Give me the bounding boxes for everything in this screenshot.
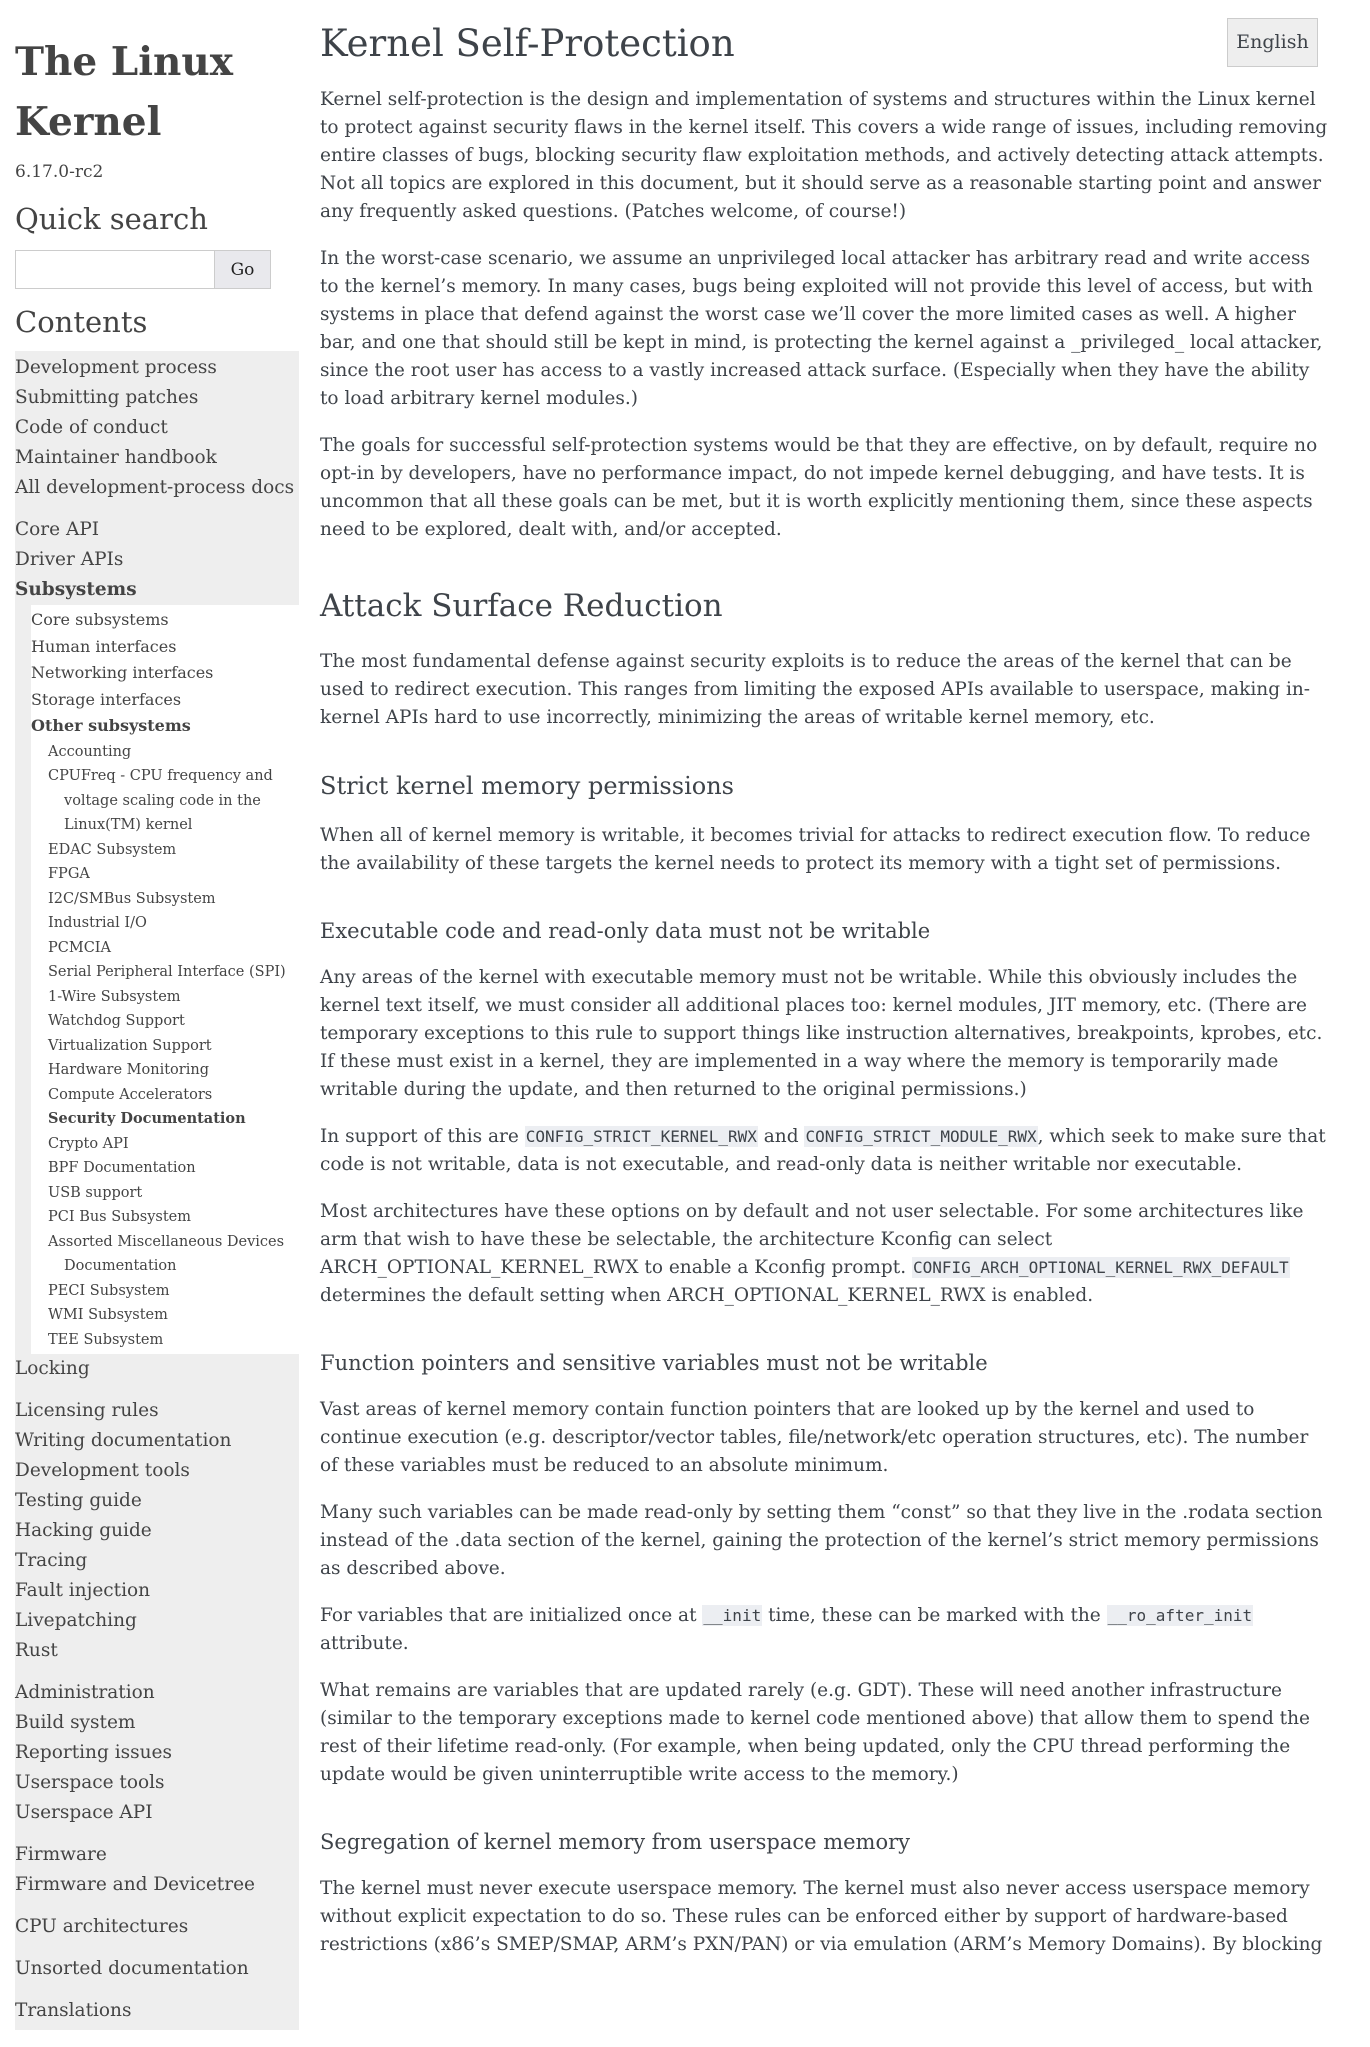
toc-item-reporting-issues[interactable]: Reporting issues (15, 1742, 172, 1763)
paragraph: When all of kernel memory is writable, it becomes trivial for attacks to redirect execution flow. To reduce the availability of these targets the kernel needs to protect its memory with a tight set of permissions. (320, 825, 1311, 874)
text: For variables that are initialized once at (320, 1605, 703, 1626)
toc-item-cpufreq-cpu-frequency-and-voltage-scaling-code-in-the-linux-tm-kernel[interactable] (31, 764, 299, 838)
toc-item-userspace-api[interactable]: Userspace API (15, 1802, 153, 1823)
intro-paragraph: In the worst-case scenario, we assume an unprivileged local attacker has arbitrary read and write access to the kernel’s memory. In many cases, bugs being exploited will not provide this level of access, but with systems in place that defend against the worst case we’ll cover the more limited cases as well. A higher bar, and one that should still be kept in mind, is protecting the kernel against a _privileged_ local attacker, since the root user has access to a vastly increased attack surface. (Especially when they have the ability to load arbitrary kernel modules.) (320, 248, 1323, 409)
paragraph (320, 1198, 1332, 1310)
page-title: Kernel Self-Protection (320, 22, 735, 65)
toc-item-label: Virtualization Support (48, 1037, 212, 1054)
text: determines the default setting when ARCH_OPTIONAL_KERNEL_RWX is enabled. (320, 1285, 1094, 1306)
text: and (757, 1126, 805, 1147)
toc-item-userspace-tools[interactable]: Userspace tools (15, 1772, 165, 1793)
toc-item-unsorted-documentation[interactable]: Unsorted documentation (15, 1958, 249, 1979)
toc-item-peci-subsystem[interactable] (31, 1279, 299, 1304)
toc-item-rust[interactable]: Rust (15, 1640, 58, 1661)
toc-item-code-of-conduct[interactable]: Code of conduct (15, 417, 168, 438)
intro-paragraph: Kernel self-protection is the design and implementation of systems and structures within the Linux kernel to protect against security flaws in the kernel itself. This covers a wide range of issues, including removing entire classes of bugs, blocking security flaw exploitation methods, and actively detecting attack attempts. Not all topics are explored in this document, but it should serve as a reasonable starting point and answer any frequently asked questions. (Patches welcome, of course!) (320, 89, 1328, 222)
text: time, these can be marked with the (762, 1605, 1107, 1626)
toc-item-accounting[interactable] (31, 740, 299, 765)
text: In support of this are (320, 1126, 525, 1147)
toc-item-hacking-guide[interactable]: Hacking guide (15, 1520, 152, 1541)
toc-item-label: BPF Documentation (48, 1160, 196, 1176)
toc-item-label: PCMCIA (48, 939, 111, 956)
toc-item-label: CPUFreq - CPU frequency and voltage scaling code in the Linux(TM) kernel (48, 768, 273, 833)
version-label: 6.17.0-rc2 (15, 162, 104, 182)
toc-item-label: Compute Accelerators (48, 1086, 213, 1103)
toc-item-usb-support[interactable] (31, 1181, 299, 1206)
toc-item-label: Watchdog Support (48, 1013, 185, 1029)
toc-item-licensing-rules[interactable]: Licensing rules (15, 1400, 159, 1421)
paragraph: The most fundamental defense against security exploits is to reduce the areas of the kernel that can be used to redirect execution. This ranges from limiting the exposed APIs available to userspace, making in-kernel APIs hard to use incorrectly, minimizing the areas of writable kernel memory, etc. (320, 651, 1311, 728)
toc-item-subsystems[interactable]: Subsystems (15, 579, 137, 600)
toc-item-compute-accelerators[interactable] (31, 1083, 299, 1108)
toc-item-hardware-monitoring[interactable] (31, 1058, 299, 1083)
inline-code: CONFIG_STRICT_MODULE_RWX (805, 1127, 1037, 1146)
toc-item-firmware-and-devicetree[interactable]: Firmware and Devicetree (15, 1874, 255, 1895)
toc-item-core-api[interactable]: Core API (15, 519, 100, 540)
toc-item-watchdog-support[interactable] (31, 1009, 299, 1034)
search-input[interactable] (15, 250, 214, 289)
text: attribute. (320, 1633, 409, 1654)
toc-item-translations[interactable]: Translations (15, 2000, 132, 2021)
language-selector-button[interactable]: English (1227, 18, 1318, 67)
intro-paragraph: The goals for successful self-protection systems would be that they are effective, on by default, require no opt-in by developers, have no performance impact, do not impede kernel debugging, and have tests. It is uncommon that all these goals can be met, but it is worth explicitly mentioning them, since these aspects need to be explored, dealt with, and/or accepted. (320, 435, 1318, 540)
section-heading-executable-code: Executable code and read-only data must not be writable (320, 919, 931, 943)
toc-item-label: PCI Bus Subsystem (48, 1209, 192, 1225)
toc-item-development-tools[interactable]: Development tools (15, 1460, 190, 1481)
section-heading-attack-surface: Attack Surface Reduction (320, 588, 723, 624)
toc-item-label: Hardware Monitoring (48, 1062, 209, 1078)
toc-item-security-documentation[interactable] (31, 1107, 299, 1132)
toc-item-cpu-architectures[interactable]: CPU architectures (15, 1916, 189, 1937)
text: , which seek to make sure that code is not writable, data is not executable, and read-only data is neither writable nor executable. (320, 1126, 1326, 1175)
toc-item-pci-bus-subsystem[interactable] (31, 1205, 299, 1230)
toc-item-administration[interactable]: Administration (15, 1682, 155, 1703)
paragraph (320, 1123, 1332, 1179)
toc-item-label: 1-Wire Subsystem (48, 988, 181, 1005)
toc-item-label: TEE Subsystem (48, 1331, 164, 1348)
toc-item-firmware[interactable]: Firmware (15, 1844, 107, 1865)
toc-item-label: WMI Subsystem (48, 1307, 168, 1323)
toc-item-livepatching[interactable]: Livepatching (15, 1610, 137, 1631)
paragraph: Any areas of the kernel with executable memory must not be writable. While this obviously includes the kernel text itself, we must consider all additional places too: kernel modules, JIT memory, etc. (There are temporary exceptions to this rule to support things like instruction alternatives, breakpoints, kprobes, etc. If these must exist in a kernel, they are implemented in a way where the memory is temporarily made writable during the update, and then returned to the original permissions.) (320, 967, 1323, 1100)
toc-item-storage-interfaces[interactable]: Storage interfaces (31, 689, 182, 709)
sidebar (15, 0, 299, 2030)
inline-code: CONFIG_STRICT_KERNEL_RWX (525, 1127, 757, 1146)
contents-heading: Contents (15, 305, 148, 339)
toc-item-serial-peripheral-interface-spi[interactable] (31, 960, 299, 985)
paragraph: What remains are variables that are updated rarely (e.g. GDT). These will need another infrastructure (similar to the temporary exceptions made to kernel code mentioned above) that allow them to spend the rest of their lifetime read-only. (For example, when being updated, only the CPU thread performing the update would be given uninterruptible write access to the memory.) (320, 1680, 1310, 1785)
toc-item-label: PECI Subsystem (48, 1282, 170, 1299)
toc-item-locking[interactable]: Locking (15, 1358, 90, 1379)
table-of-contents (15, 351, 299, 2030)
toc-item-fpga[interactable] (31, 862, 299, 887)
toc-item-industrial-i-o[interactable] (31, 911, 299, 936)
toc-item-fault-injection[interactable]: Fault injection (15, 1580, 151, 1601)
toc-item-submitting-patches[interactable]: Submitting patches (15, 387, 199, 408)
toc-item-label: USB support (48, 1184, 143, 1201)
toc-item-development-process[interactable]: Development process (15, 357, 217, 378)
toc-item-driver-apis[interactable]: Driver APIs (15, 549, 124, 570)
toc-item-bpf-documentation[interactable] (31, 1156, 299, 1181)
toc-item-label: Accounting (48, 743, 132, 760)
toc-item-other-subsystems[interactable]: Other subsystems (31, 716, 191, 735)
toc-item-label: Crypto API (48, 1135, 129, 1152)
inline-code: __ro_after_init (1107, 1606, 1253, 1625)
toc-item-build-system[interactable]: Build system (15, 1712, 136, 1733)
toc-item-human-interfaces[interactable]: Human interfaces (31, 636, 177, 656)
toc-item-core-subsystems[interactable]: Core subsystems (31, 610, 169, 629)
site-title-link[interactable]: The Linux Kernel (15, 39, 233, 145)
quick-search-heading: Quick search (15, 202, 208, 236)
toc-item-tracing[interactable]: Tracing (15, 1550, 88, 1571)
toc-item-i2c-smbus-subsystem[interactable] (31, 887, 299, 912)
toc-item-edac-subsystem[interactable] (31, 838, 299, 863)
toc-item-label: Serial Peripheral Interface (SPI) (48, 964, 286, 980)
toc-item-label: I2C/SMBus Subsystem (48, 890, 216, 907)
toc-item-1-wire-subsystem[interactable] (31, 985, 299, 1010)
text: Most architectures have these options on by default and not user selectable. For some architectures like arm that wish to have these be selectable, the architecture Kconfig can select ARCH_OPTIONAL_KERNEL_RWX to enable a Kconfig prompt. (320, 1201, 1304, 1278)
section-heading-segregation: Segregation of kernel memory from userspace memory (320, 1830, 910, 1854)
section-heading-strict-permissions: Strict kernel memory permissions (320, 772, 734, 800)
search-form (15, 250, 299, 289)
inline-code: CONFIG_ARCH_OPTIONAL_KERNEL_RWX_DEFAULT (912, 1258, 1289, 1277)
paragraph (320, 1602, 1332, 1658)
toc-item-label: Assorted Miscellaneous Devices Documentation (48, 1233, 285, 1274)
paragraph: Many such variables can be made read-only by setting them “const” so that they live in the .rodata section instead of the .data section of the kernel, gaining the protection of the kernel’s strict memory permissions as described above. (320, 1502, 1323, 1579)
toc-subsystems-children (31, 605, 299, 1354)
toc-item-maintainer-handbook[interactable]: Maintainer handbook (15, 447, 217, 468)
paragraph: The kernel must never execute userspace memory. The kernel must also never access userspace memory without explicit expectation to do so. These rules can be enforced either by support of hardware-based restrictions (x86’s SMEP/SMAP, ARM’s PXN/PAN) or via emulation (ARM’s Memory Domains). By blocking (320, 1878, 1323, 1955)
paragraph: Vast areas of kernel memory contain function pointers that are looked up by the kernel and used to continue execution (e.g. descriptor/vector tables, file/network/etc operation structures, etc). The number of these variables must be reduced to an absolute minimum. (320, 1399, 1309, 1476)
toc-item-wmi-subsystem[interactable] (31, 1303, 299, 1328)
toc-item-assorted-miscellaneous-devices-documentation[interactable] (31, 1230, 299, 1279)
toc-item-testing-guide[interactable]: Testing guide (15, 1490, 142, 1511)
toc-item-label: EDAC Subsystem (48, 841, 177, 858)
toc-item-crypto-api[interactable] (31, 1132, 299, 1157)
section-heading-function-pointers: Function pointers and sensitive variables must not be writable (320, 1351, 988, 1375)
toc-item-label: FPGA (48, 866, 90, 882)
toc-item-label: Industrial I/O (48, 915, 147, 931)
toc-item-pcmcia[interactable] (31, 936, 299, 961)
toc-item-tee-subsystem[interactable] (31, 1328, 299, 1353)
toc-item-writing-documentation[interactable]: Writing documentation (15, 1430, 232, 1451)
toc-item-all-development-process-docs[interactable]: All development-process docs (15, 477, 295, 498)
toc-item-networking-interfaces[interactable]: Networking interfaces (31, 663, 214, 682)
toc-item-virtualization-support[interactable] (31, 1034, 299, 1059)
main-content (320, 0, 1332, 1978)
go-button[interactable]: Go (214, 250, 271, 289)
toc-item-label: Security Documentation (48, 1110, 246, 1127)
inline-code: __init (703, 1606, 762, 1625)
